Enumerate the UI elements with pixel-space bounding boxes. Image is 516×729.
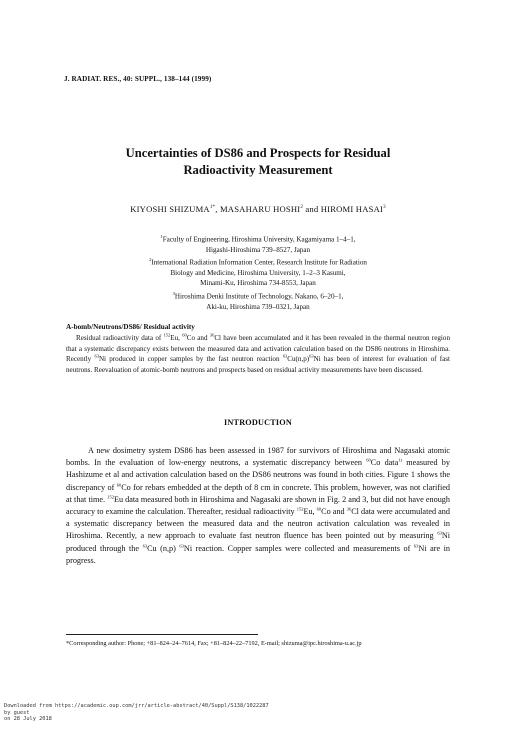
isotope-mass: 63: [179, 542, 184, 548]
affiliation-3-line-2: Aki-ku, Hiroshima 739–0321, Japan: [206, 302, 310, 311]
isotope-mass: 60: [366, 457, 371, 463]
affiliation-1-line-2: Higashi-Hiroshima 739–8527, Japan: [205, 245, 311, 254]
isotope-mass: 36: [209, 332, 215, 338]
journal-citation: J. RADIAT. RES., 40: SUPPL., 138–144 (1999): [64, 75, 212, 83]
abstract-text: Ni has been of interest for evaluation of fast neutrons. Reevaluation of atomic-bomb neutrons and prospects based on residual activity measurements have been discussed.: [66, 355, 450, 374]
affiliation-3-mark: 3: [172, 290, 175, 296]
abstract-text: Eu,: [170, 334, 183, 342]
author-3: and HIROMI HASAI: [303, 204, 384, 214]
affiliation-2-line-3: Minami-Ku, Hiroshima 734-8553, Japan: [200, 279, 316, 288]
affiliation-2-text: International Radiation Information Center, Research Institute for Radiation: [151, 258, 367, 267]
affiliation-1-text: Faculty of Engineering, Hiroshima University, Kagamiyama 1–4–1,: [162, 235, 356, 244]
isotope-mass: 63: [413, 542, 419, 548]
abstract-text: Cl have been accumulated and it has been revealed in the thermal neutron region that a systematic discrepancy exists between the measured data and activation calculation based on the DS86 neutrons in Hiroshima. Recently: [66, 334, 450, 364]
affiliation-1-line-1: [90, 232, 426, 245]
isotope-mass: 63: [282, 353, 288, 359]
isotope-mass: 152: [296, 506, 304, 512]
author-3-mark: 3: [383, 205, 386, 211]
affiliation-2-mark: 2: [149, 257, 152, 263]
affiliation-3-line-1: [90, 289, 426, 302]
reference-mark: 1): [398, 457, 402, 463]
isotope-mass: 63: [142, 542, 148, 548]
author-1-mark: 1*: [209, 205, 216, 211]
affiliation-2-line-1: [90, 255, 426, 268]
abstract-text: Residual radioactivity data of: [76, 334, 164, 342]
abstract: [66, 333, 450, 375]
body-text: Ni produced through the: [66, 531, 450, 553]
title-line-1: Uncertainties of DS86 and Prospects for Residual: [125, 146, 391, 160]
affiliation-1-mark: 1: [160, 234, 163, 239]
affiliation-2-line-2: Biology and Medicine, Hiroshima University, 1–2–3 Kasumi,: [170, 268, 346, 277]
isotope-mass: 63: [309, 353, 314, 359]
isotope-mass: 60: [316, 506, 322, 512]
isotope-mass: 60: [116, 481, 122, 487]
isotope-mass: 152: [107, 494, 114, 500]
download-line-3: on 28 July 2018: [4, 716, 52, 723]
body-text: Ni reaction. Copper samples were collected and measurements of: [183, 543, 414, 553]
abstract-text: Cu(n,p): [287, 355, 310, 364]
body-text: Cu (n,p): [147, 543, 180, 553]
body-text: Cl data were accumulated and a systematic discrepancy between the measured data and the neutron activation calculation was revealed in Hiroshima. Recently, a new approach to evaluate fast neutron fluence has been pointed out by measuring: [66, 507, 450, 541]
body-text: Co and: [321, 507, 347, 517]
affiliation-3-text: Hiroshima Denki Institute of Technology, Nakano, 6–20–1,: [174, 292, 344, 301]
author-2-mark: 2: [300, 205, 304, 211]
body-text: Ni are in progress.: [66, 543, 451, 565]
body-text: Co for rebars embedded at the depth of 8 cm in concrete. This problem, however, was not clarified at that time.: [66, 482, 450, 504]
isotope-mass: 36: [346, 506, 352, 512]
affiliations: [90, 232, 426, 312]
body-text: measured by Hashizume et al and activation calculation based on the DS86 neutrons was found in both cities. Figure 1 shows the discrepancy of: [66, 458, 450, 492]
body-text: Eu data measured both in Hiroshima and Nagasaki are shown in Fig. 2 and 3, but did not have enough accuracy to examine the calculation. Thereafter, residual radioactivity: [66, 494, 450, 517]
corresponding-author-footnote: *Corresponding author: Phone; +81–824–24–7614, Fax; +81–824–22–7192, E-mail; shizuma@ipc.hiroshima-u.ac.jp: [66, 640, 362, 647]
keywords: A-bomb/Neutrons/DS86/ Residual activity: [66, 323, 195, 331]
download-line-1: Downloaded from https://academic.oup.com/jrr/article-abstract/40/Suppl/S138/1022287: [4, 703, 269, 709]
footnote-divider: [66, 634, 258, 635]
author-list: [60, 204, 456, 214]
author-2: , MASAHARU HOSHI: [215, 204, 301, 214]
body-text: Eu,: [303, 507, 317, 517]
isotope-mass: 63: [94, 353, 99, 359]
download-watermark: [4, 703, 269, 723]
isotope-mass: 152: [163, 332, 171, 338]
download-line-2: by guest: [4, 709, 30, 716]
section-heading: INTRODUCTION: [224, 418, 292, 427]
title-line-2: Radioactivity Measurement: [183, 163, 333, 177]
abstract-text: Co and: [186, 334, 210, 342]
body-text: Co data: [370, 458, 399, 468]
author-1: KIYOSHI SHIZUMA: [130, 204, 210, 214]
intro-paragraph: [66, 445, 450, 567]
isotope-mass: 63: [437, 530, 442, 536]
abstract-text: Ni produced in copper samples by the fast neutron reaction: [98, 355, 283, 364]
body-text: A new dosimetry system DS86 has been assessed in 1987 for survivors of Hiroshima and Nagasaki atomic bombs. In the evaluation of low-energy neutrons, a systematic discrepancy between: [66, 446, 450, 468]
isotope-mass: 60: [182, 332, 187, 338]
paper-title: [60, 145, 456, 179]
